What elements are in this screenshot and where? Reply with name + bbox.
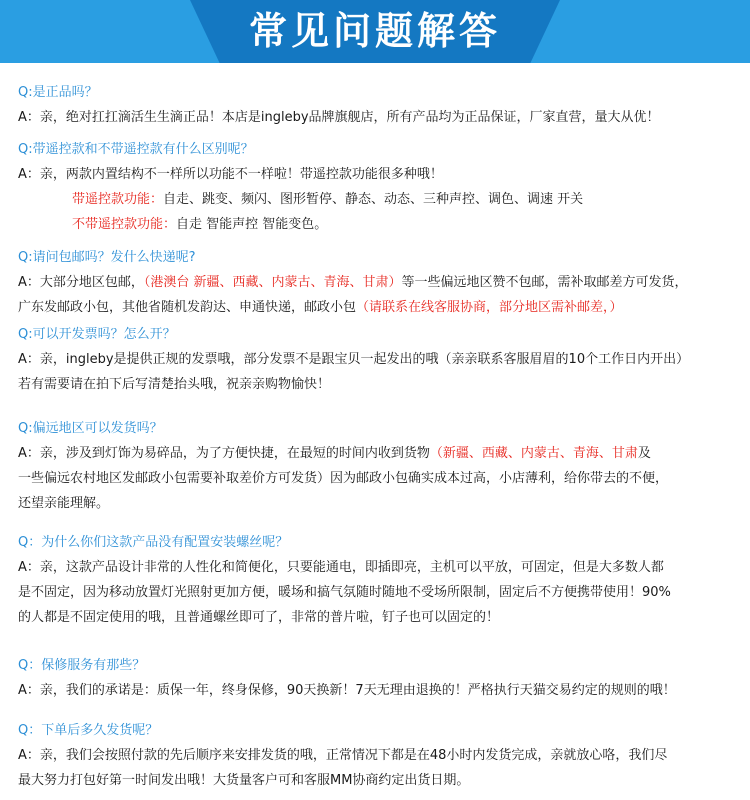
answer-line xyxy=(18,162,730,187)
question-text: Q:可以开发票吗？怎么开？ xyxy=(18,327,176,342)
question-text: Q：保修服务有那些？ xyxy=(18,658,146,673)
header-banner xyxy=(0,0,750,63)
answer-text: 及 xyxy=(637,446,651,461)
answer-line xyxy=(18,580,730,605)
highlight-text: （请联系在线客服协商，部分地区需补邮差，） xyxy=(356,300,623,315)
question-text: Q：为什么你们这款产品没有配置安装螺丝呢？ xyxy=(18,535,289,550)
faq-item-delivery-time xyxy=(18,718,730,793)
question-text: Q:请问包邮吗？发什么快递呢? xyxy=(18,250,196,265)
answer-text: 是不固定，因为移动放置灯光照射更加方便，暖场和搞气氛随时随地不受场所限制，固定后不方便携带使用！90% xyxy=(18,585,671,600)
faq-item-remote-areas xyxy=(18,416,730,516)
answer-line xyxy=(18,678,730,703)
question-text: Q：下单后多久发货呢？ xyxy=(18,723,159,738)
answer-line xyxy=(18,768,730,793)
page-title: 常见问题解答 xyxy=(248,9,501,53)
answer-line xyxy=(18,555,730,580)
faq-item-genuine xyxy=(18,80,730,130)
question-text: Q:是正品吗？ xyxy=(18,85,98,100)
answer-text: A：亲，ingleby是提供正规的发票哦，部分发票不是跟宝贝一起发出的哦（亲亲联系客服眉眉的10个工作日内开出） xyxy=(18,352,690,367)
faq-item-warranty xyxy=(18,653,730,703)
answer-text: 一些偏远农村地区发邮政小包需要补取差价方可发货）因为邮政小包确实成本过高，小店薄利，给你带去的不便， xyxy=(18,471,669,486)
answer-text: 广东发邮政小包，其他省随机发韵达、申通快递，邮政小包 xyxy=(18,300,357,315)
answer-text: A：亲，两款内置结构不一样所以功能不一样啦！带遥控款功能很多种哦！ xyxy=(18,167,443,182)
feature-label: 不带遥控款功能： xyxy=(72,217,177,232)
answer-line xyxy=(18,295,730,320)
answer-text: A：亲，我们会按照付款的先后顺序来安排发货的哦，正常情况下都是在48小时内发货完成，亲就放心咯，我们尽 xyxy=(18,748,668,763)
highlight-text: （港澳台 新疆、西藏、内蒙古、青海、甘肃） xyxy=(143,275,402,290)
feature-text: 自走、跳变、频闪、图形暂停、静态、动态、三种声控、调色、调速 开关 xyxy=(163,192,584,207)
feature-line xyxy=(18,187,730,212)
answer-line xyxy=(18,491,730,516)
answer-text: 还望亲能理解。 xyxy=(18,496,110,511)
highlight-text: （新疆、西藏、内蒙古、青海、甘肃 xyxy=(429,446,638,461)
question-text: Q:带遥控款和不带遥控款有什么区别呢？ xyxy=(18,142,254,157)
answer-text: A：亲，我们的承诺是：质保一年，终身保修，90天换新！7天无理由退换的！严格执行天猫交易约定的规则的哦！ xyxy=(18,683,676,698)
question-text: Q:偏远地区可以发货吗？ xyxy=(18,421,163,436)
feature-label: 带遥控款功能： xyxy=(72,192,164,207)
faq-item-shipping xyxy=(18,245,730,320)
answer-line xyxy=(18,347,730,372)
answer-text: 等一些偏远地区赞不包邮，需补取邮差方可发货， xyxy=(401,275,688,290)
answer-text: A：亲，涉及到灯饰为易碎品，为了方便快捷，在最短的时间内收到货物 xyxy=(18,446,430,461)
answer-line xyxy=(18,105,730,130)
answer-text: 最大努力打包好第一时间发出哦！大货量客户可和客服MM协商约定出货日期。 xyxy=(18,773,470,788)
answer-text: 若有需要请在拍下后写清楚抬头哦，祝亲亲购物愉快！ xyxy=(18,377,331,392)
answer-text: A：亲，绝对扛扛滴活生生滴正品！本店是ingleby品牌旗舰店，所有产品均为正品保证，厂家直营，量大从优！ xyxy=(18,110,660,125)
faq-item-invoice xyxy=(18,322,730,397)
faq-item-screws xyxy=(18,530,730,630)
faq-item-remote-difference xyxy=(18,137,730,237)
answer-line xyxy=(18,372,730,397)
answer-line xyxy=(18,466,730,491)
feature-text: 自走 智能声控 智能变色。 xyxy=(176,217,328,232)
answer-line xyxy=(18,441,730,466)
feature-line xyxy=(18,212,730,237)
answer-text: A：大部分地区包邮， xyxy=(18,275,144,290)
answer-text: 的人都是不固定使用的哦，且普通螺丝即可了，非常的普片啦，钉子也可以固定的！ xyxy=(18,610,500,625)
answer-line xyxy=(18,605,730,630)
answer-line xyxy=(18,743,730,768)
answer-text: A：亲，这款产品设计非常的人性化和简便化，只要能通电，即插即亮，主机可以平放，可固定，但是大多数人都 xyxy=(18,560,664,575)
answer-line xyxy=(18,270,730,295)
